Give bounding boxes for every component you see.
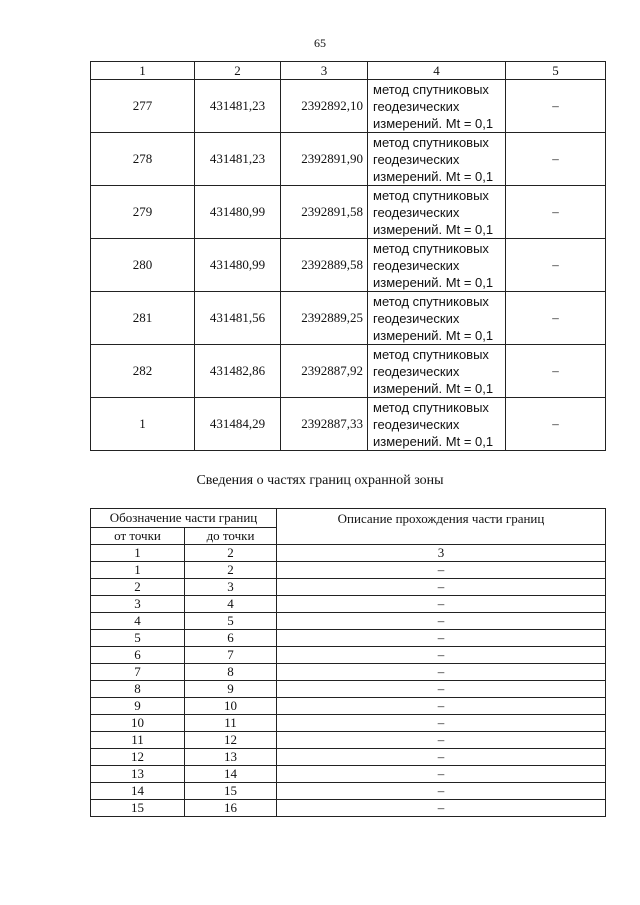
method-line: метод спутниковых [373,187,489,203]
to-point-header: до точки [185,528,277,545]
note-cell: – [506,398,606,451]
method-line: метод спутниковых [373,293,489,309]
parts-header-row [91,509,606,528]
note-cell: – [506,133,606,186]
table-row [91,630,606,647]
from-point-cell: 10 [91,715,185,732]
method-line: измерений. Mt = 0,1 [373,221,494,237]
point-number-cell: 280 [91,239,195,292]
note-cell: – [506,345,606,398]
from-point-cell: 1 [91,562,185,579]
method-line: измерений. Mt = 0,1 [373,327,494,343]
from-point-cell: 15 [91,800,185,817]
table-row [91,398,606,451]
section-title: Сведения о частях границ охранной зоны [196,473,444,488]
from-point-cell: 8 [91,681,185,698]
table-row [91,613,606,630]
method-line: геодезических [373,151,460,167]
table-row [91,800,606,817]
to-point-cell: 5 [185,613,277,630]
description-cell: – [277,647,606,664]
x-coordinate-cell: 431481,23 [195,80,281,133]
table-row [91,292,606,345]
method-line: измерений. Mt = 0,1 [373,274,494,290]
method-line: геодезических [373,257,460,273]
x-coordinate-cell: 431484,29 [195,398,281,451]
note-cell: – [506,292,606,345]
coordinates-header-row [91,62,606,80]
method-line: геодезических [373,310,460,326]
point-number-cell: 1 [91,398,195,451]
method-cell [368,80,506,133]
to-point-cell: 2 [185,562,277,579]
description-cell: – [277,664,606,681]
x-coordinate-cell: 431480,99 [195,239,281,292]
method-line: метод спутниковых [373,399,489,415]
description-cell: – [277,783,606,800]
boundary-parts-table [90,508,606,817]
column-header: 1 [91,62,195,80]
table-row [91,783,606,800]
method-line: измерений. Mt = 0,1 [373,433,494,449]
method-cell [368,292,506,345]
table-row [91,698,606,715]
y-coordinate-cell: 2392889,25 [281,292,368,345]
description-cell: – [277,596,606,613]
numbering-cell: 1 [91,545,185,562]
point-number-cell: 277 [91,80,195,133]
from-point-cell: 13 [91,766,185,783]
note-cell: – [506,80,606,133]
y-coordinate-cell: 2392887,92 [281,345,368,398]
x-coordinate-cell: 431482,86 [195,345,281,398]
method-cell [368,239,506,292]
table-row [91,647,606,664]
to-point-cell: 13 [185,749,277,766]
page-number: 65 [314,36,326,50]
note-cell: – [506,186,606,239]
from-point-cell: 11 [91,732,185,749]
method-line: геодезических [373,363,460,379]
table-row [91,681,606,698]
description-cell: – [277,562,606,579]
table-row [91,80,606,133]
numbering-cell: 3 [277,545,606,562]
to-point-cell: 7 [185,647,277,664]
y-coordinate-cell: 2392892,10 [281,80,368,133]
from-point-cell: 12 [91,749,185,766]
method-cell [368,133,506,186]
method-line: измерений. Mt = 0,1 [373,380,494,396]
x-coordinate-cell: 431481,56 [195,292,281,345]
description-cell: – [277,681,606,698]
from-point-cell: 3 [91,596,185,613]
table-row [91,133,606,186]
method-cell [368,186,506,239]
method-cell [368,345,506,398]
point-number-cell: 281 [91,292,195,345]
method-line: геодезических [373,98,460,114]
table-row [91,715,606,732]
x-coordinate-cell: 431481,23 [195,133,281,186]
point-number-cell: 279 [91,186,195,239]
from-point-cell: 7 [91,664,185,681]
from-point-cell: 14 [91,783,185,800]
to-point-cell: 8 [185,664,277,681]
table-row [91,562,606,579]
x-coordinate-cell: 431480,99 [195,186,281,239]
column-header: 2 [195,62,281,80]
description-cell: – [277,630,606,647]
group-header: Обозначение части границ [91,509,277,528]
description-cell: – [277,732,606,749]
column-header: 3 [281,62,368,80]
to-point-cell: 10 [185,698,277,715]
from-point-cell: 9 [91,698,185,715]
to-point-cell: 12 [185,732,277,749]
to-point-cell: 6 [185,630,277,647]
y-coordinate-cell: 2392891,90 [281,133,368,186]
from-point-cell: 2 [91,579,185,596]
to-point-cell: 4 [185,596,277,613]
method-line: метод спутниковых [373,81,489,97]
y-coordinate-cell: 2392889,58 [281,239,368,292]
numbering-cell: 2 [185,545,277,562]
to-point-cell: 9 [185,681,277,698]
method-line: метод спутниковых [373,346,489,362]
to-point-cell: 14 [185,766,277,783]
method-line: метод спутниковых [373,134,489,150]
from-point-cell: 6 [91,647,185,664]
from-point-cell: 4 [91,613,185,630]
table-row [91,664,606,681]
description-cell: – [277,766,606,783]
table-row [91,186,606,239]
parts-numbering-row [91,545,606,562]
coordinates-table [90,61,606,451]
method-line: метод спутниковых [373,240,489,256]
to-point-cell: 11 [185,715,277,732]
method-line: геодезических [373,416,460,432]
table-row [91,579,606,596]
method-cell [368,398,506,451]
description-cell: – [277,800,606,817]
column-header: 5 [506,62,606,80]
table-row [91,766,606,783]
description-cell: – [277,715,606,732]
point-number-cell: 278 [91,133,195,186]
method-line: измерений. Mt = 0,1 [373,115,494,131]
description-cell: – [277,749,606,766]
to-point-cell: 3 [185,579,277,596]
table-row [91,345,606,398]
note-cell: – [506,239,606,292]
from-point-header: от точки [91,528,185,545]
y-coordinate-cell: 2392887,33 [281,398,368,451]
method-line: геодезических [373,204,460,220]
from-point-cell: 5 [91,630,185,647]
table-row [91,749,606,766]
description-header: Описание прохождения части границ [277,509,606,545]
table-row [91,239,606,292]
method-line: измерений. Mt = 0,1 [373,168,494,184]
to-point-cell: 15 [185,783,277,800]
description-cell: – [277,579,606,596]
to-point-cell: 16 [185,800,277,817]
point-number-cell: 282 [91,345,195,398]
y-coordinate-cell: 2392891,58 [281,186,368,239]
description-cell: – [277,613,606,630]
column-header: 4 [368,62,506,80]
table-row [91,596,606,613]
description-cell: – [277,698,606,715]
table-row [91,732,606,749]
